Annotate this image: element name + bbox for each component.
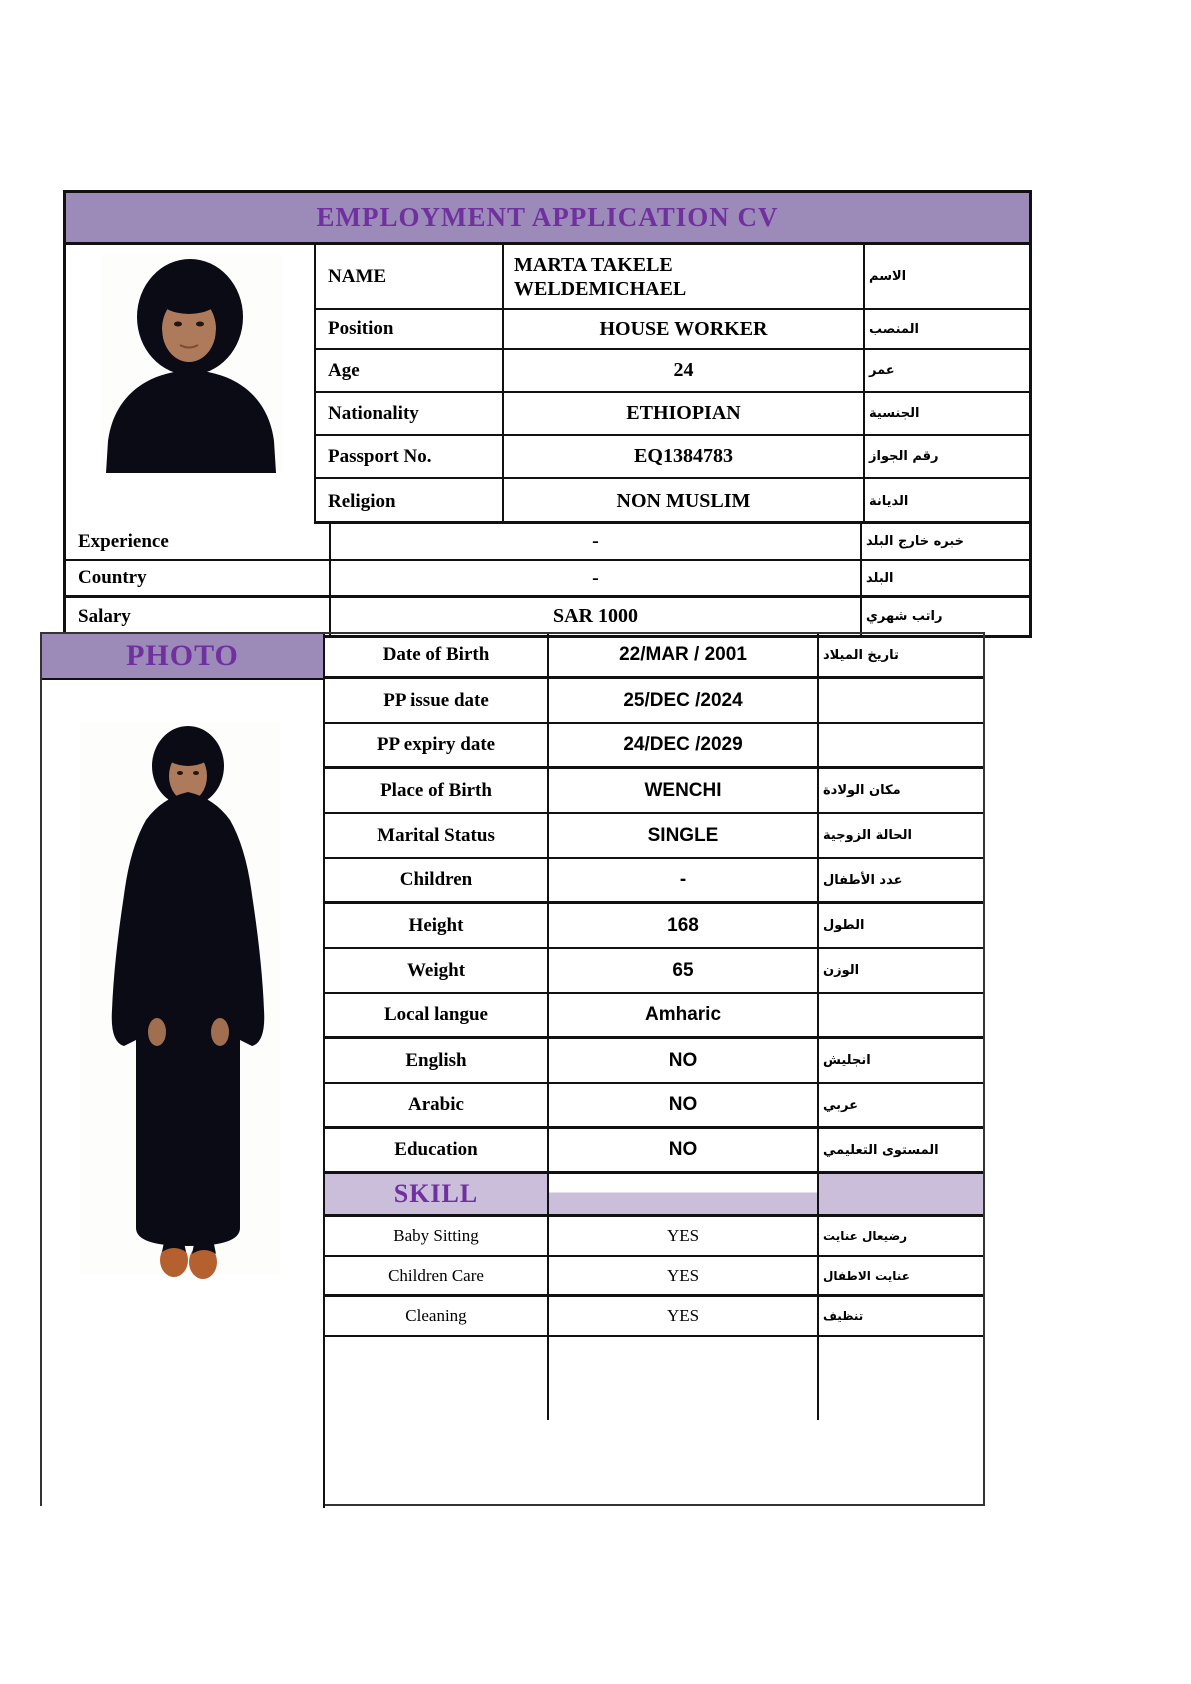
- field-value: NO: [549, 1084, 819, 1126]
- field-value: SAR 1000: [331, 598, 862, 635]
- field-value: 22/MAR / 2001: [549, 634, 819, 676]
- table-row: [325, 769, 983, 814]
- field-label-arabic: خبره خارج البلد: [866, 534, 965, 549]
- field-label: Religion: [316, 479, 504, 524]
- field-value: NO: [549, 1039, 819, 1082]
- field-label-arabic: [819, 679, 983, 722]
- table-row: [66, 524, 1029, 561]
- field-label-arabic: انجليش: [823, 1053, 871, 1068]
- skill-section-row: [325, 1174, 983, 1217]
- field-label: Place of Birth: [325, 769, 549, 812]
- field-label-arabic: المستوى التعليمي: [823, 1142, 939, 1158]
- field-label-arabic: عنايت الاطفال: [823, 1268, 910, 1283]
- table-row: [66, 598, 1029, 635]
- field-label-arabic: تنظيف: [823, 1309, 864, 1323]
- table-row: [325, 1129, 983, 1174]
- field-value: 168: [549, 904, 819, 947]
- applicant-headshot-photo: [66, 245, 316, 522]
- cv-title-band: [66, 193, 1029, 245]
- employment-cv-table: [63, 190, 1032, 638]
- empty-value-cell: [549, 1337, 819, 1420]
- field-label-arabic: المنصب: [869, 321, 919, 337]
- field-value: 24: [504, 350, 865, 391]
- skill-band-label-cell: [325, 1174, 549, 1214]
- field-label: Date of Birth: [325, 634, 549, 676]
- table-row: [325, 814, 983, 859]
- field-label-arabic: رقم الجواز: [869, 449, 939, 464]
- field-value: 65: [549, 949, 819, 992]
- photo-column: [42, 634, 325, 1508]
- field-value: -: [331, 561, 862, 595]
- skill-band-arabic-cell: [819, 1174, 983, 1214]
- field-label: Country: [66, 561, 331, 595]
- field-label-arabic: تاريخ الميلاد: [823, 647, 899, 663]
- personal-info-block: [66, 245, 1029, 524]
- field-label-arabic: الجنسية: [869, 406, 920, 421]
- field-label: Baby Sitting: [325, 1217, 549, 1255]
- table-row: [325, 1084, 983, 1129]
- fullbody-photo-cell: [42, 680, 323, 1508]
- field-value: EQ1384783: [504, 436, 865, 477]
- field-label-arabic: الطول: [823, 918, 865, 933]
- table-row: [325, 1039, 983, 1084]
- empty-arabic-cell: [819, 1337, 983, 1420]
- field-label-arabic: الاسم: [869, 269, 907, 284]
- experience-block: [66, 524, 1029, 635]
- field-label-arabic: [819, 994, 983, 1036]
- field-label-arabic: رضيعال عنايت: [823, 1229, 908, 1243]
- field-value: YES: [549, 1297, 819, 1335]
- field-label-arabic: عدد الأطفال: [823, 872, 903, 888]
- field-label: Education: [325, 1129, 549, 1171]
- field-value: NO: [549, 1129, 819, 1171]
- field-value: YES: [549, 1217, 819, 1255]
- table-row: [316, 479, 1029, 524]
- field-label: PP issue date: [325, 679, 549, 722]
- field-label: Passport No.: [316, 436, 504, 477]
- photo-section-band: [42, 634, 323, 680]
- field-label: NAME: [316, 245, 504, 308]
- details-table: [40, 632, 985, 1506]
- page-title: EMPLOYMENT APPLICATION CV: [316, 202, 779, 232]
- field-value: HOUSE WORKER: [504, 310, 865, 348]
- field-label-arabic: راتب شهري: [866, 609, 943, 624]
- field-value: -: [331, 524, 862, 559]
- field-label: Salary: [66, 598, 331, 635]
- field-value: 25/DEC /2024: [549, 679, 819, 722]
- field-label: Children Care: [325, 1257, 549, 1294]
- applicant-name: MARTA TAKELE WELDEMICHAEL: [514, 253, 687, 300]
- field-label: Experience: [66, 524, 331, 559]
- headshot-photo-cell: [66, 245, 316, 524]
- field-value: WENCHI: [549, 769, 819, 812]
- details-rows: [325, 634, 983, 1420]
- field-value: ETHIOPIAN: [504, 393, 865, 434]
- table-row: [325, 994, 983, 1039]
- table-row: [325, 859, 983, 904]
- field-label-arabic: عمر: [869, 363, 895, 378]
- field-value: SINGLE: [549, 814, 819, 857]
- empty-row: [325, 1337, 983, 1420]
- field-value: [504, 245, 865, 308]
- table-row: [66, 561, 1029, 598]
- table-row: [316, 310, 1029, 350]
- table-row: [325, 1297, 983, 1337]
- field-value: YES: [549, 1257, 819, 1294]
- field-value: NON MUSLIM: [504, 479, 865, 524]
- table-row: [325, 904, 983, 949]
- table-row: [325, 1257, 983, 1297]
- field-label: Position: [316, 310, 504, 348]
- skill-band-value-cell: [549, 1174, 819, 1214]
- field-label: PP expiry date: [325, 724, 549, 766]
- field-label: Age: [316, 350, 504, 391]
- empty-label-cell: [325, 1337, 549, 1420]
- table-row: [325, 634, 983, 679]
- field-label-arabic: عربي: [823, 1097, 859, 1113]
- field-label-arabic: البلد: [866, 570, 894, 586]
- table-row: [325, 679, 983, 724]
- table-row: [325, 724, 983, 769]
- personal-info-rows: [316, 245, 1029, 524]
- field-value: Amharic: [549, 994, 819, 1036]
- field-label-arabic: [819, 724, 983, 766]
- table-row: [325, 949, 983, 994]
- field-label: Cleaning: [325, 1297, 549, 1335]
- table-row: [316, 245, 1029, 310]
- field-value: 24/DEC /2029: [549, 724, 819, 766]
- field-label-arabic: مكان الولادة: [823, 783, 901, 798]
- table-row: [316, 436, 1029, 479]
- field-label: Nationality: [316, 393, 504, 434]
- table-row: [325, 1217, 983, 1257]
- field-value: -: [549, 859, 819, 901]
- field-label: Arabic: [325, 1084, 549, 1126]
- field-label: English: [325, 1039, 549, 1082]
- table-row: [316, 350, 1029, 393]
- field-label: Weight: [325, 949, 549, 992]
- table-row: [316, 393, 1029, 436]
- field-label: Height: [325, 904, 549, 947]
- field-label: Marital Status: [325, 814, 549, 857]
- field-label: Local langue: [325, 994, 549, 1036]
- photo-section-label: PHOTO: [126, 639, 239, 672]
- field-label-arabic: الوزن: [823, 963, 860, 978]
- field-label-arabic: الحالة الزوجية: [823, 828, 912, 843]
- applicant-fullbody-photo: [42, 680, 323, 1506]
- skill-section-label: SKILL: [393, 1179, 479, 1208]
- field-label: Children: [325, 859, 549, 901]
- field-label-arabic: الديانة: [869, 494, 909, 509]
